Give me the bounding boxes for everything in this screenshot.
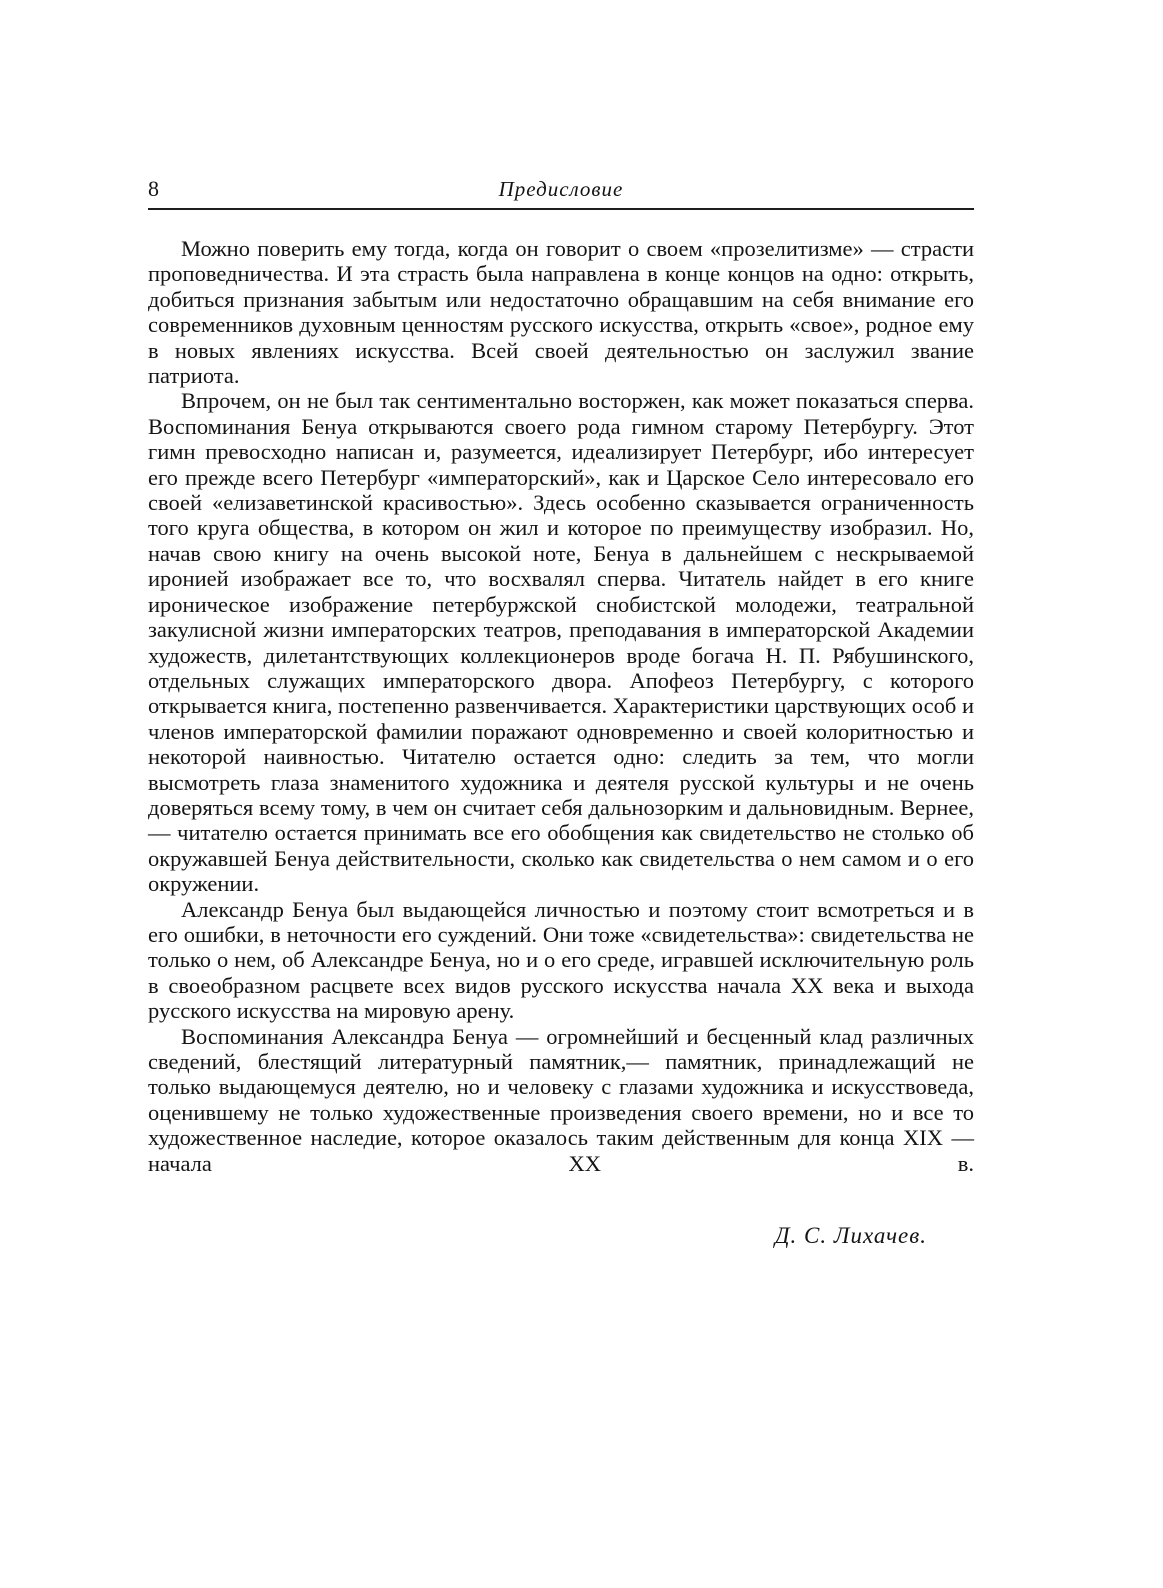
paragraph-3: Александр Бенуа был выдающейся личностью и поэтому стоит всмотреться и в его ошибки, в неточности его суждений. Они тоже «свидетельства»: свидетельства не только о нем, об Александре Бенуа, но и о его среде, игравшей исключительную роль в своеобразном расцвете всех видов русского искусства начала XX века и выхода русского искусства на мировую арену. [148,896,974,1024]
header-rule [148,208,974,210]
body-text [148,236,974,1176]
paragraph-4: Воспоминания Александра Бенуа — огромнейший и бесценный клад различных сведений, блестящий литературный памятник,— памятник, принадлежащий не только выдающемуся деятелю, но и человеку с глазами художника и искусствоведа, оценившему не только художественные произведения своего времени, но и все то художественное наследие, которое оказалось таким действенным для конца XIX — начала XX в. [148,1023,974,1176]
running-title: Предисловие [498,177,624,201]
paragraph-1: Можно поверить ему тогда, когда он говорит о своем «прозелитизме» — страсти проповедничества. И эта страсть была направлена в конце концов на одно: открыть, добиться признания забытым или недостаточно обращавшим на себя внимание его современников духовным ценностям русского искусства, открыть «свое», родное ему в новых явлениях искусства. Всей своей деятельностью он заслужил звание патриота. [148,236,974,389]
paragraph-2: Впрочем, он не был так сентиментально восторжен, как может показаться сперва. Воспоминания Бенуа открываются своего рода гимном старому Петербургу. Этот гимн превосходно написан и, разумеется, идеализирует Петербург, ибо интересует его прежде всего Петербург «императорский», как и Царское Село интересовало его своей «елизаветинской красивостью». Здесь особенно сказывается ограниченность того круга общества, в котором он жил и которое по преимуществу изобразил. Но, начав свою книгу на очень высокой ноте, Бенуа в дальнейшем с нескрываемой иронией изображает все то, что восхвалял сперва. Читатель найдет в его книге ироническое изображение петербуржской снобистской молодежи, театральной закулисной жизни императорских театров, преподавания в императорской Академии художеств, дилетантствующих коллекционеров вроде богача Н. П. Рябушинского, отдельных служащих императорского двора. Апофеоз Петербургу, с которого открывается книга, постепенно развенчивается. Характеристики царствующих особ и членов императорской фамилии поражают одновременно и своей колоритностью и некоторой наивностью. Читателю остается одно: следить за тем, что могли высмотреть глаза знаменитого художника и деятеля русской культуры и не очень доверяться всему тому, в чем он считает себя дальнозорким и дальновидным. Вернее,— читателю остается принимать все его обобщения как свидетельство не столько об окружавшей Бенуа действительности, сколько как свидетельства о нем самом и о его окружении. [148,388,974,897]
author-signature: Д. С. Лихачев. [774,1223,927,1248]
page-number: 8 [148,176,159,201]
running-head [148,176,974,206]
